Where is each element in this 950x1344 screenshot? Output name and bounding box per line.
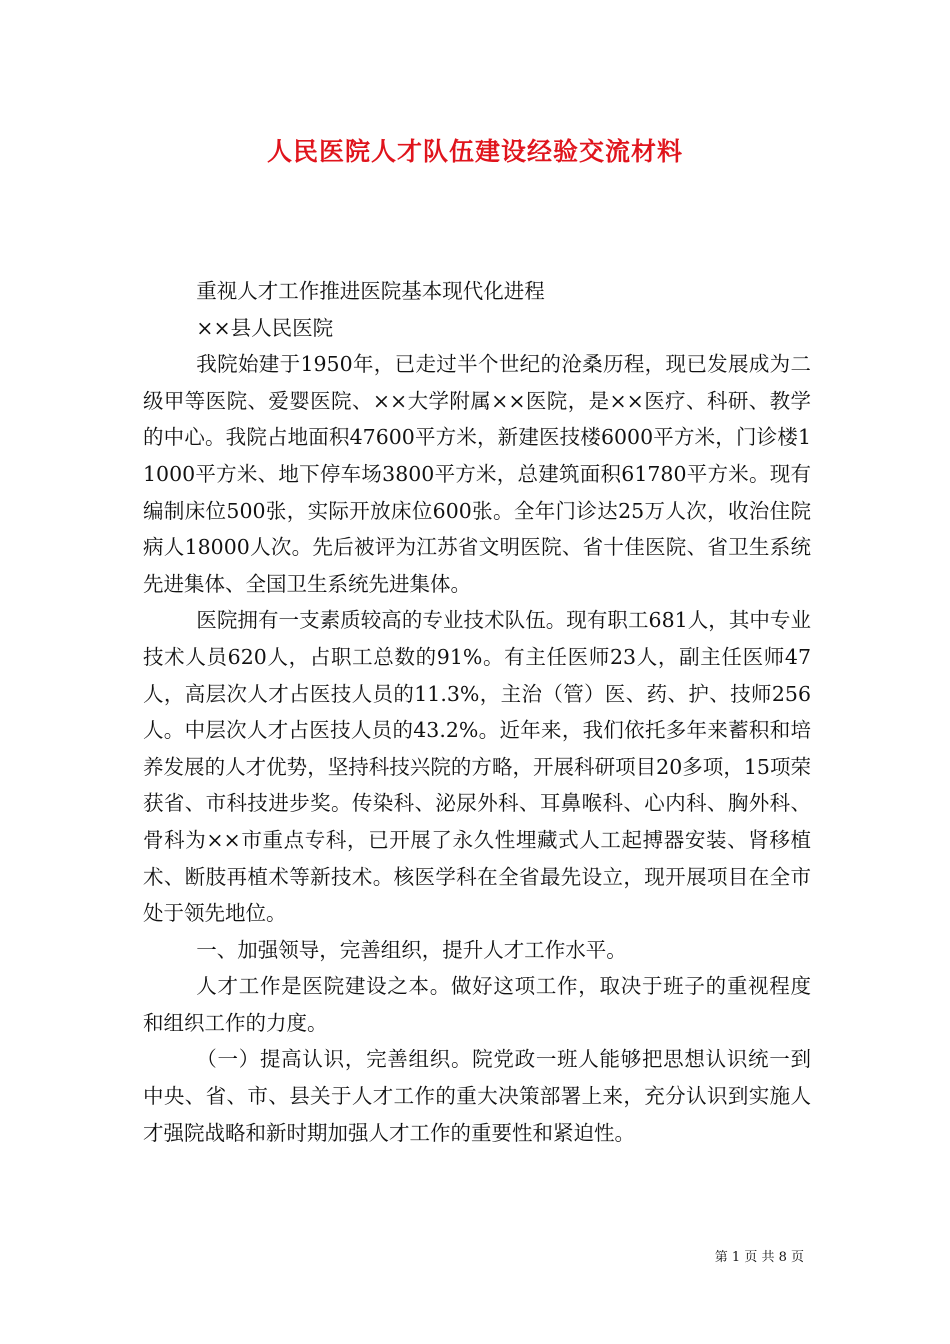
document-body xyxy=(143,273,811,1151)
section-heading-1: 一、加强领导，完善组织，提升人才工作水平。 xyxy=(196,937,627,962)
document-title: 人民医院人才队伍建设经验交流材料 xyxy=(266,137,683,166)
paragraph-subsection-1: （一）提高认识，完善组织。院党政一班人能够把思想认识统一到中央、省、市、县关于人才工作的重大决策部署上来，充分认识到实施人才强院战略和新时期加强人才工作的重要性和紧迫性。 xyxy=(143,1047,811,1145)
page-number: 第 1 页 共 8 页 xyxy=(714,1250,804,1265)
document-subtitle: 重视人才工作推进医院基本现代化进程 xyxy=(196,279,545,303)
paragraph-talent-work: 人才工作是医院建设之本。做好这项工作，取决于班子的重视程度和组织工作的力度。 xyxy=(143,974,811,1035)
paragraph-staff: 医院拥有一支素质较高的专业技术队伍。现有职工681人，其中专业技术人员620人，占职工总数的91%。有主任医师23人，副主任医师47人，高层次人才占医技人员的11.3%，主治（管）医、药、护、技师256人。中层次人才占医技人员的43.2%。近年来，我们依托多年来蓄积和培养发展的人才优势，坚持科技兴院的方略，开展科研项目20多项，15项荣获省、市科技进步奖。传染科、泌尿外科、耳鼻喉科、心内科、胸外科、骨科为××市重点专科，已开展了永久性埋藏式人工起搏器安装、肾移植术、断肢再植术等新技术。核医学科在全省最先设立，现开展项目在全市处于领先地位。 xyxy=(143,608,811,926)
document-organization: ××县人民医院 xyxy=(196,315,334,340)
paragraph-intro: 我院始建于1950年，已走过半个世纪的沧桑历程，现已发展成为二级甲等医院、爱婴医院、××大学附属××医院，是××医疗、科研、教学的中心。我院占地面积47600平方米，新建医技楼6000平方米，门诊楼11000平方米、地下停车场3800平方米，总建筑面积61780平方米。现有编制床位500张，实际开放床位600张。全年门诊达25万人次，收治住院病人18000人次。先后被评为江苏省文明医院、省十佳医院、省卫生系统先进集体、全国卫生系统先进集体。 xyxy=(143,352,811,596)
